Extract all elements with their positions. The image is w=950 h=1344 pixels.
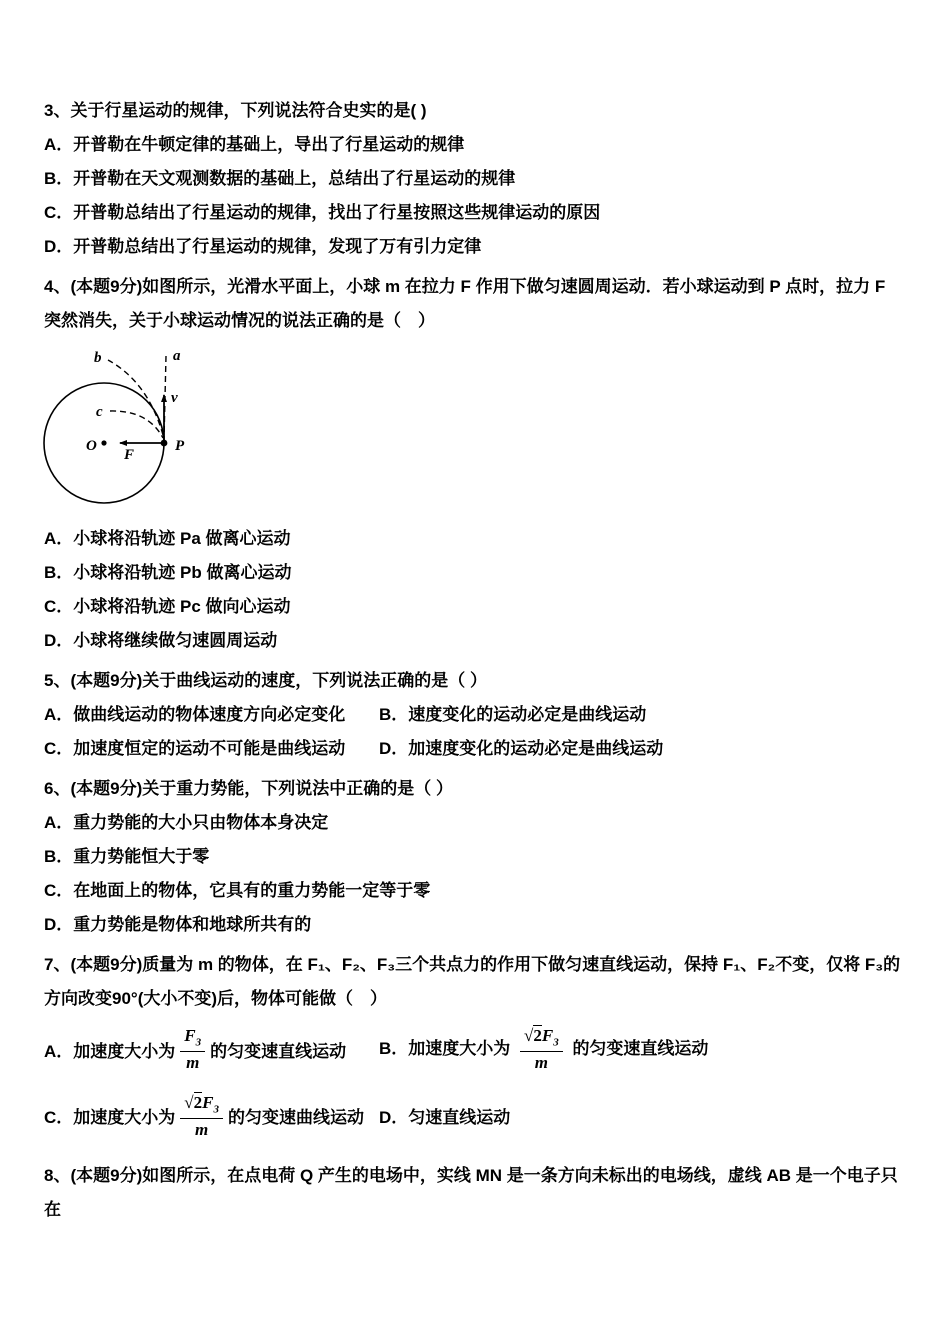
question-5-option-d: D．加速度变化的运动必定是曲线运动 <box>379 739 664 758</box>
question-5-option-c: C．加速度恒定的运动不可能是曲线运动 <box>44 739 346 758</box>
question-5-stem: 5、(本题9分)关于曲线运动的速度，下列说法正确的是（ ） <box>44 671 487 690</box>
point-p-dot <box>161 440 168 447</box>
question-7-option-d: D．匀速直线运动 <box>379 1108 511 1128</box>
question-3-option-d: D．开普勒总结出了行星运动的规律，发现了万有引力定律 <box>44 237 482 256</box>
question-3-stem: 3、关于行星运动的规律，下列说法符合史实的是( ) <box>44 101 427 120</box>
fraction-sqrt2-f3-over-m: $\frac{√2F_3}{m}$ <box>520 1026 563 1073</box>
option-b-pre: 加速度大小为 <box>408 1038 511 1058</box>
option-a-post: 的匀变速直线运动 <box>210 1041 347 1061</box>
label-F: F <box>124 447 135 463</box>
fraction-sqrt2-f3-over-m-2: $\frac{√2F_3}{m}$ <box>180 1093 223 1140</box>
question-4 <box>44 270 906 658</box>
question-4-stem: 4、(本题9分)如图所示，光滑水平面上，小球 m 在拉力 F 作用下做匀速圆周运动．若小球运动到 P 点时，拉力 F 突然消失，关于小球运动情况的说法正确的是（ ） <box>44 277 886 330</box>
circular-motion-figure-svg <box>36 340 266 518</box>
option-b-label: B． <box>379 1038 409 1058</box>
option-a-label: A． <box>44 1041 74 1061</box>
question-8-stem: 8、(本题9分)如图所示，在点电荷 Q 产生的电场中，实线 MN 是一条方向未标出的电场线，虚线 AB 是一个电子只在 <box>44 1166 898 1220</box>
question-3-option-a: A．开普勒在牛顿定律的基础上，导出了行星运动的规律 <box>44 135 465 154</box>
option-c-pre: 加速度大小为 <box>73 1108 176 1128</box>
fraction-f3-over-m: $\frac{F_3}{m}$ <box>180 1026 205 1073</box>
question-7-option-c <box>44 1093 379 1140</box>
question-7 <box>44 948 906 1139</box>
label-c: c <box>96 404 103 420</box>
option-b-post: 的匀变速直线运动 <box>572 1038 709 1058</box>
label-b: b <box>94 350 102 366</box>
question-6-option-d: D．重力势能是物体和地球所共有的 <box>44 915 312 934</box>
question-5-options-row-1 <box>44 698 906 732</box>
label-v: v <box>171 390 178 406</box>
question-6-option-b: B．重力势能恒大于零 <box>44 847 210 866</box>
question-5-option-a: A．做曲线运动的物体速度方向必定变化 <box>44 705 346 724</box>
question-7-options-row-2 <box>44 1093 906 1140</box>
label-O: O <box>86 438 97 454</box>
option-c-post: 的匀变速曲线运动 <box>227 1108 364 1128</box>
question-7-option-a <box>44 1026 379 1073</box>
question-3-option-b: B．开普勒在天文观测数据的基础上，总结出了行星运动的规律 <box>44 169 516 188</box>
question-3 <box>44 94 906 264</box>
question-6-option-c: C．在地面上的物体，它具有的重力势能一定等于零 <box>44 881 431 900</box>
question-7-stem: 7、(本题9分)质量为 m 的物体，在 F₁、F₂、F₃三个共点力的作用下做匀速直线运动，保持 F₁、F₂不变，仅将 F₃的方向改变90°(大小不变)后，物体可能做（ ） <box>44 955 901 1008</box>
question-6-stem: 6、(本题9分)关于重力势能，下列说法中正确的是（ ） <box>44 779 453 798</box>
question-5 <box>44 664 906 766</box>
option-c-label: C． <box>44 1108 74 1128</box>
question-4-option-d: D．小球将继续做匀速圆周运动 <box>44 631 278 650</box>
question-8 <box>44 1159 906 1227</box>
question-4-option-a: A．小球将沿轨迹 Pa 做离心运动 <box>44 529 291 548</box>
label-a: a <box>173 348 181 364</box>
question-4-option-c: C．小球将沿轨迹 Pc 做向心运动 <box>44 597 291 616</box>
option-a-pre: 加速度大小为 <box>73 1041 176 1061</box>
trajectory-b-curve <box>108 360 163 435</box>
question-4-option-b: B．小球将沿轨迹 Pb 做离心运动 <box>44 563 292 582</box>
question-7-options-row-1 <box>44 1026 906 1073</box>
question-5-options-row-2 <box>44 732 906 766</box>
circular-motion-figure <box>36 340 906 518</box>
question-6 <box>44 772 906 942</box>
trajectory-c-curve <box>110 411 163 438</box>
question-7-option-b <box>379 1026 906 1073</box>
center-dot <box>101 440 106 445</box>
question-3-option-c: C．开普勒总结出了行星运动的规律，找出了行星按照这些规律运动的原因 <box>44 203 601 222</box>
label-P: P <box>175 438 185 454</box>
question-5-option-b: B．速度变化的运动必定是曲线运动 <box>379 705 647 724</box>
question-6-option-a: A．重力势能的大小只由物体本身决定 <box>44 813 329 832</box>
